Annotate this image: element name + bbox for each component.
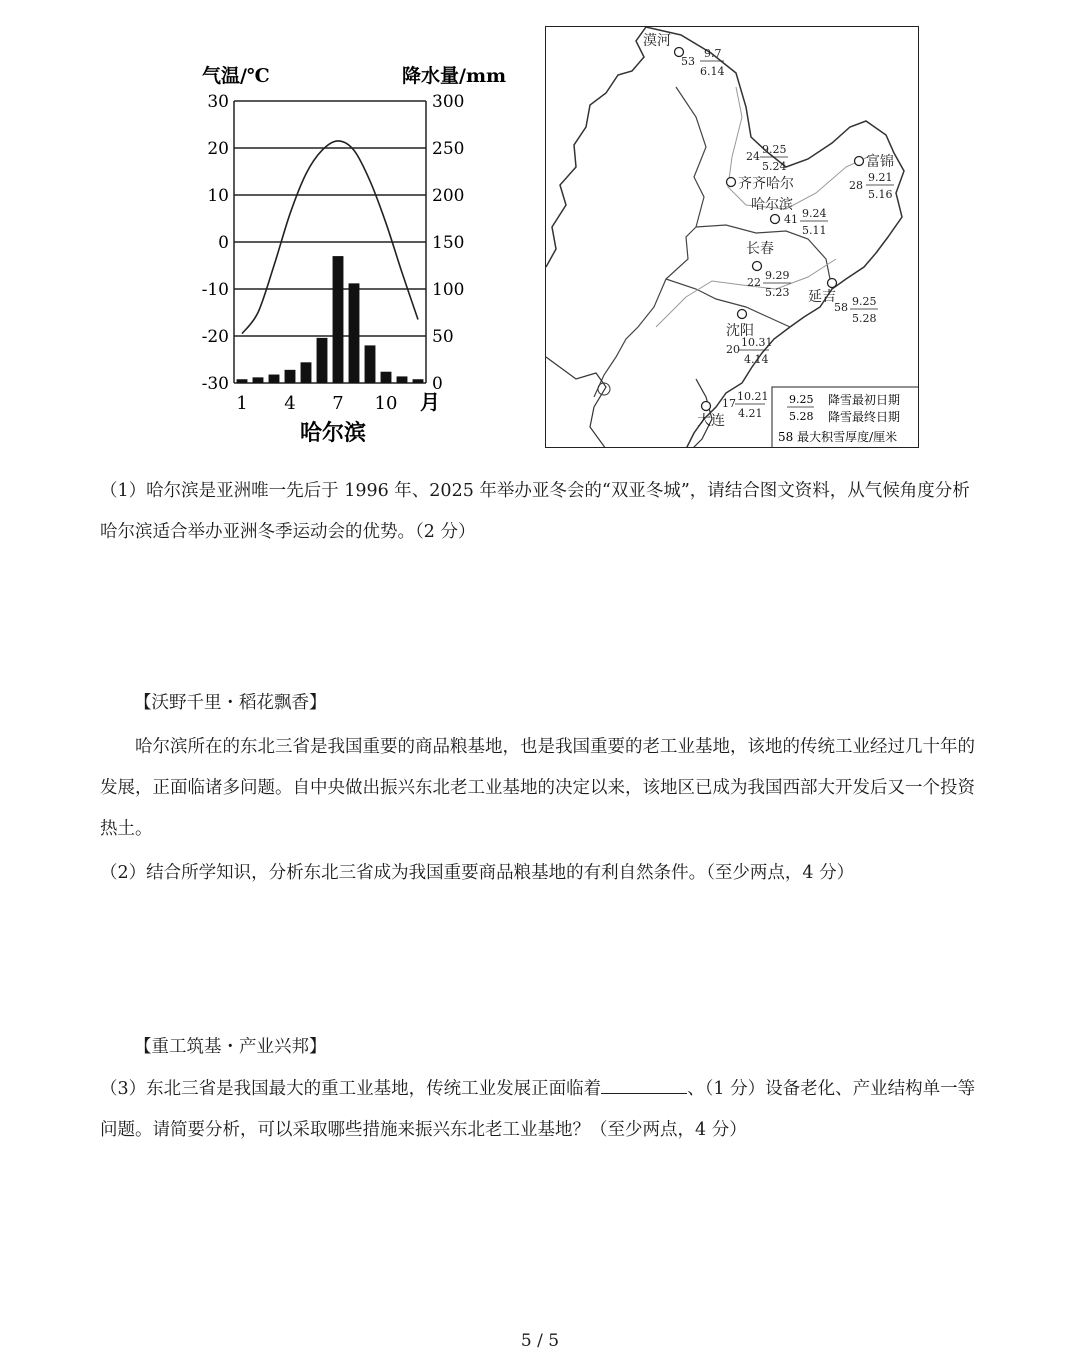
inner-boundary [594,87,706,397]
climate-chart [190,55,510,455]
city-marker-fujin [855,157,864,166]
city-name-dalian: 大连 [697,413,725,429]
legend-first-label: 降雪最初日期 [828,393,901,407]
temperature-line [242,141,418,334]
right-tick-label: 150 [432,233,465,253]
chart-city-title: 哈尔滨 [300,420,367,446]
legend-sample-last: 5.28 [789,410,814,423]
left-axis-label: 气温/℃ [202,65,270,87]
snow-last-date: 4.21 [738,407,763,420]
snow-last-date: 4.14 [744,353,769,366]
snow-first-date: 9.21 [868,171,893,184]
city-name-yanji: 延吉 [808,289,836,305]
left-tick-label: 20 [207,139,229,159]
snow-first-date: 9.7 [704,47,722,60]
precipitation-bar [349,283,360,383]
question-3-part1: （3）东北三省是我国最大的重工业基地，传统工业发展正面临着 [100,1079,602,1099]
question-1: （1）哈尔滨是亚洲唯一先后于 1996 年、2025 年举办亚冬会的“双亚冬城”，请结合图文资料，从气候角度分析哈尔滨适合举办亚洲冬季运动会的优势。（2 分） [100,481,970,542]
right-tick-label: 250 [432,139,465,159]
coast [546,357,606,448]
city-name-mohe: 漠河 [643,33,671,49]
city-name-shenyang: 沈阳 [726,323,754,339]
snow-depth: 28 [849,179,863,192]
legend-sample-first: 9.25 [789,393,814,406]
precipitation-bar [253,377,264,383]
map-frame [545,26,919,448]
month-tick-label: 10 [374,393,398,414]
right-tick-label: 0 [432,374,443,394]
left-tick-label: -30 [201,374,229,394]
page-number: 5 / 5 [520,1331,560,1351]
precipitation-bar [301,362,312,383]
city-name-qiqihar: 齐齐哈尔 [738,176,794,192]
snow-last-date: 6.14 [700,65,725,78]
right-tick-label: 300 [432,92,465,112]
snow-depth: 17 [722,397,736,410]
city-name-changchun: 长春 [746,241,774,257]
map-legend [772,387,919,448]
precipitation-bar [397,376,408,383]
left-tick-label: 10 [207,186,229,206]
precipitation-bar [317,338,328,383]
right-tick-label: 50 [432,327,454,347]
snow-last-date: 5.28 [852,312,877,325]
city-name-fujin: 富锦 [866,154,894,170]
snow-last-date: 5.24 [762,160,787,173]
snow-depth: 20 [726,343,740,356]
snow-last-date: 5.23 [765,286,790,299]
snow-first-date: 10.31 [741,336,773,349]
month-tick-label: 1 [236,393,248,414]
question-2: （2）结合所学知识，分析东北三省成为我国重要商品粮基地的有利自然条件。（至少两点，4 分） [100,863,855,883]
city-marker-shenyang [738,310,747,319]
right-tick-label: 100 [432,280,465,300]
snow-first-date: 9.29 [765,269,790,282]
left-tick-label: 0 [218,233,229,253]
snow-depth: 53 [681,55,695,68]
section-3-heading: 【重工筑基・产业兴邦】 [134,1037,327,1057]
precipitation-bar [237,379,248,383]
month-tick-label: 7 [332,393,344,414]
snow-last-date: 5.11 [802,224,827,237]
section-2-heading: 【沃野千里・稻花飘香】 [134,693,327,713]
legend-depth-label: 58 最大积雪厚度/厘米 [778,430,898,444]
section-2-intro: 哈尔滨所在的东北三省是我国重要的商品粮基地，也是我国重要的老工业基地，该地的传统工业经过几十年的发展，正面临诸多问题。自中央做出振兴东北老工业基地的决定以来，该地区已成为我国西部大开发后又一个投资热土。 [100,737,975,839]
city-name-harbin: 哈尔滨 [751,197,793,213]
left-tick-label: -20 [201,327,229,347]
city-marker-dalian [702,402,711,411]
precipitation-bar [285,370,296,383]
right-tick-label: 200 [432,186,465,206]
snow-first-date: 9.25 [852,295,877,308]
map-boundary-east [646,27,904,448]
left-tick-label: -10 [201,280,229,300]
snow-first-date: 9.25 [762,143,787,156]
precipitation-bar [333,256,344,383]
month-tick-label: 4 [284,393,296,414]
right-axis-label: 降水量/mm [402,65,507,87]
snow-first-date: 10.21 [737,390,769,403]
city-marker-yanji [828,279,837,288]
precipitation-bar [413,379,424,383]
city-marker-harbin [771,215,780,224]
question-3 [100,1069,980,1151]
snow-depth: 41 [784,213,798,226]
left-tick-label: 30 [207,92,229,112]
precipitation-bar [269,375,280,383]
snow-first-date: 9.24 [802,207,827,220]
city-marker-changchun [753,262,762,271]
legend-last-label: 降雪最终日期 [828,410,901,424]
question-3-part2: 、（1 分）设备老化、产业结构单一等问题。请简要分析，可以采取哪些措施来振兴东北老工业基地？（至少两点，4 分） [100,1079,976,1140]
precipitation-bar [365,345,376,383]
map-boundary [546,27,646,267]
northeast-china-map [546,27,919,448]
snow-depth: 58 [834,301,848,314]
snow-last-date: 5.16 [868,188,893,201]
answer-blank[interactable] [601,1079,687,1094]
precipitation-bar [381,372,392,383]
snow-depth: 22 [747,276,761,289]
snow-depth: 24 [746,150,760,163]
month-unit: 月 [420,390,440,414]
city-marker-qiqihar [727,178,736,187]
